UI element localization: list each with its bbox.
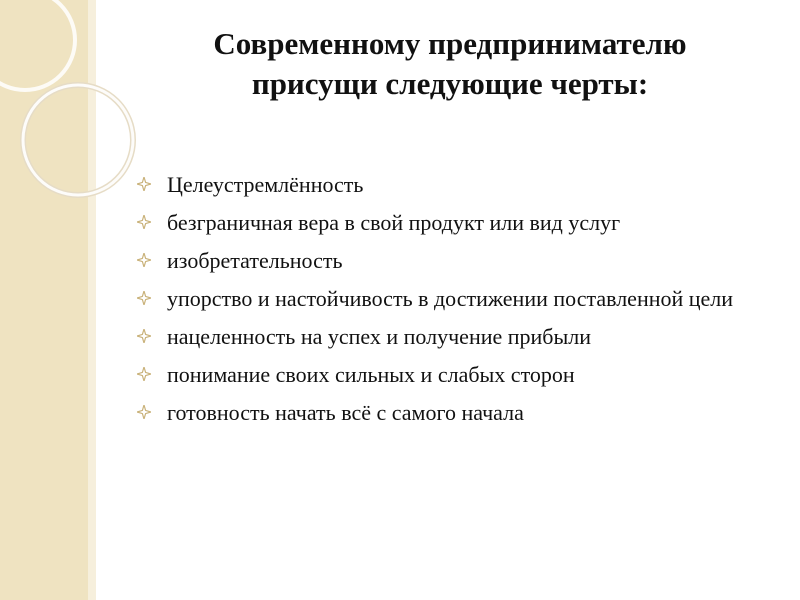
list-item-text: Целеустремлённость <box>167 172 364 197</box>
list-item-text: готовность начать всё с самого начала <box>167 400 524 425</box>
four-point-star-icon <box>137 367 151 381</box>
list-item <box>135 286 772 311</box>
list-item <box>135 362 772 387</box>
list-item <box>135 210 772 235</box>
four-point-star-icon <box>137 405 151 419</box>
list-item <box>135 324 772 349</box>
list-item-text: изобретательность <box>167 248 343 273</box>
list-item-text: понимание своих сильных и слабых сторон <box>167 362 575 387</box>
list-item <box>135 248 772 273</box>
four-point-star-icon <box>137 329 151 343</box>
list-item <box>135 172 772 197</box>
slide-title-line-2: присущи следующие черты: <box>251 66 649 101</box>
four-point-star-icon <box>137 177 151 191</box>
list-item-text: нацеленность на успех и получение прибыли <box>167 324 592 349</box>
slide-title <box>130 24 770 104</box>
four-point-star-icon <box>137 291 151 305</box>
list-item <box>135 400 772 425</box>
list-item-text: упорство и настойчивость в достижении поставленной цели <box>167 286 734 311</box>
four-point-star-icon <box>137 253 151 267</box>
list-item-text: безграничная вера в свой продукт или вид услуг <box>167 210 621 235</box>
bullet-list <box>135 172 772 438</box>
slide-title-line-1: Современному предпринимателю <box>213 26 687 61</box>
four-point-star-icon <box>137 215 151 229</box>
